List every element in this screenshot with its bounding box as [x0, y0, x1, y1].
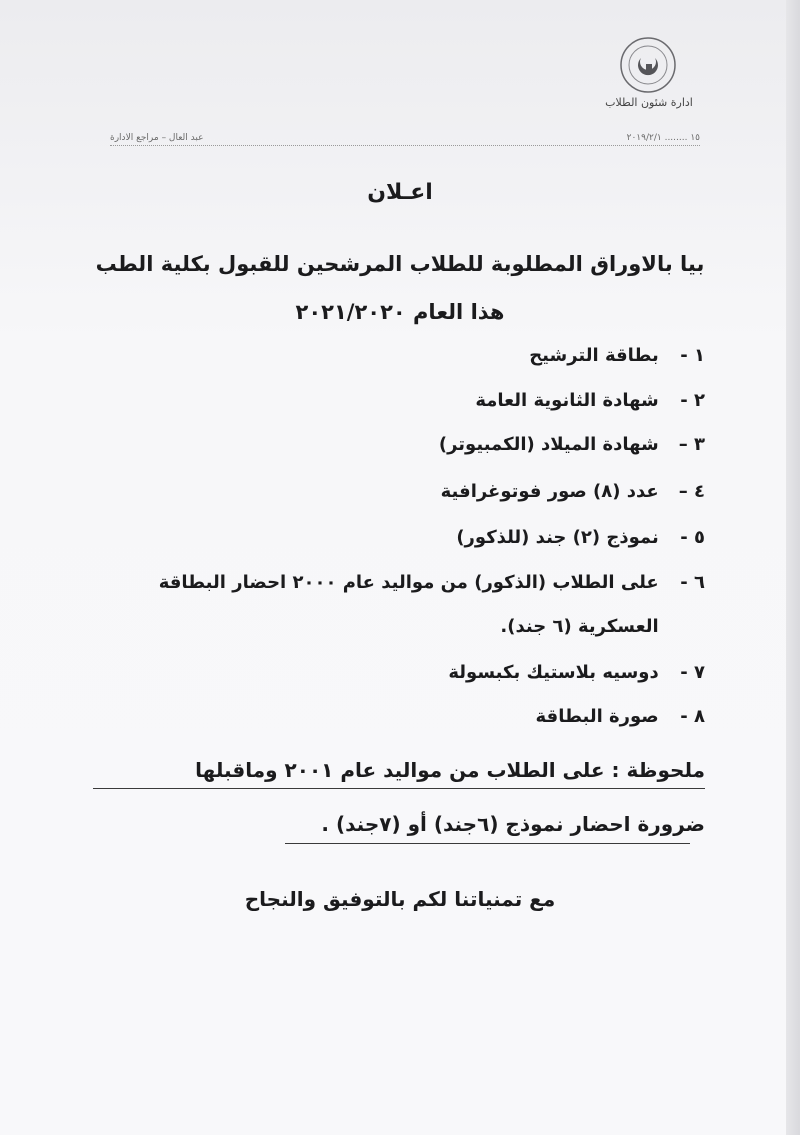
item-number: ٦ - [680, 572, 705, 593]
list-item [456, 527, 705, 548]
list-item [529, 345, 705, 366]
list-item [441, 481, 705, 502]
note-heading: ملحوظة : على الطلاب من مواليد عام ٢٠٠١ وماقبلها [195, 758, 705, 782]
item-text: صورة البطاقة [535, 706, 659, 727]
closing-wishes: مع تمنياتنا لكم بالتوفيق والنجاح [244, 887, 556, 911]
list-item [159, 572, 705, 593]
department-name: ادارة شئون الطلاب [605, 96, 693, 109]
item-text: شهادة الثانوية العامة [475, 390, 659, 411]
item-text: عدد (٨) صور فوتوغرافية [440, 481, 659, 502]
item-number: ٣ – [678, 434, 705, 455]
page-edge [786, 0, 800, 1135]
list-item [536, 706, 706, 727]
reference-line [110, 133, 700, 146]
underline-rule [93, 788, 705, 789]
underline-rule [285, 843, 690, 844]
university-seal-icon [619, 36, 677, 94]
list-item [439, 434, 705, 455]
list-item [475, 390, 705, 411]
letterhead [595, 28, 705, 118]
item-text: دوسيه بلاستيك بكبسولة [448, 662, 659, 683]
item-number: ٤ – [678, 481, 705, 502]
item-number: ٢ - [680, 390, 705, 411]
item-text: شهادة الميلاد (الكمبيوتر) [438, 434, 659, 455]
list-item [448, 662, 705, 683]
note-body: ضرورة احضار نموذج (٦جند) أو (٧جند) . [321, 812, 705, 836]
item-number: ٧ - [680, 662, 705, 683]
announcement-title: اعـلان [367, 180, 433, 205]
announcement-year: هذا العام ٢٠٢١/٢٠٢٠ [295, 300, 505, 324]
list-item-continuation [500, 616, 705, 637]
item-number: ٨ - [680, 706, 705, 727]
announcement-subtitle: بيا بالاوراق المطلوبة للطلاب المرشحين للقبول بكلية الطب [95, 252, 705, 276]
item-text: بطاقة الترشيح [529, 345, 659, 366]
item-text: نموذج (٢) جند (للذكور) [456, 527, 659, 548]
reference-date: ١٥ ........ ٢٠١٩/٢/١ [626, 133, 700, 143]
item-text: على الطلاب (الذكور) من مواليد عام ٢٠٠٠ احضار البطاقة [158, 572, 659, 593]
item-number: ١ - [680, 345, 705, 366]
reference-signoff: عبد العال – مراجع الادارة [110, 133, 204, 143]
item-text: العسكرية (٦ جند). [500, 616, 659, 637]
item-number: ٥ - [680, 527, 705, 548]
